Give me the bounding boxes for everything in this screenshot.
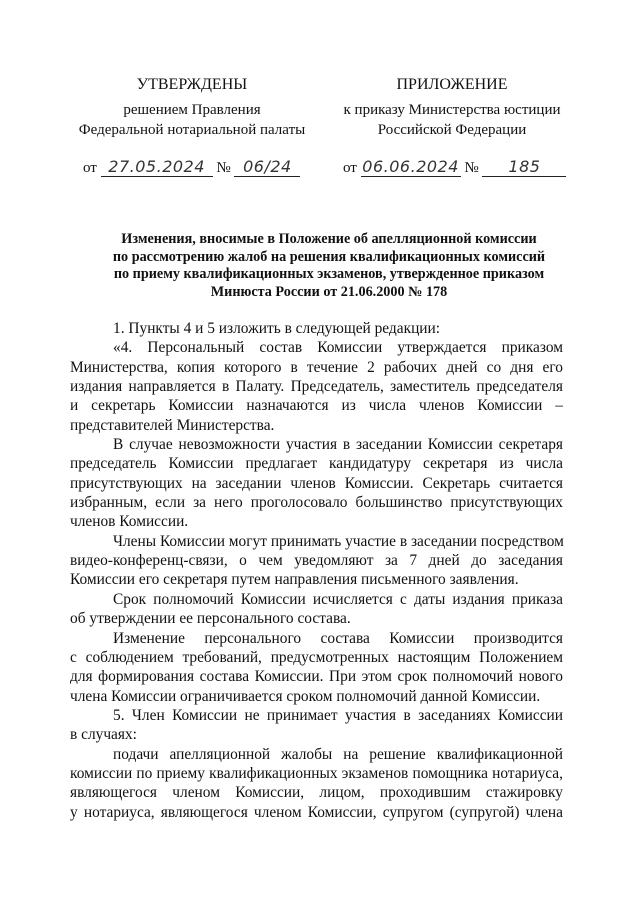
appendix-date-line [343, 158, 566, 177]
text-line: об утверждении ее персонального состава. [70, 610, 351, 628]
text-line: у нотариуса, являющегося членом Комиссии, супругом (супругой) члена [70, 803, 563, 821]
title-line: по приему квалификационных экзаменов, утвержденное приказом [113, 266, 545, 282]
text-line: членов Комиссии. [70, 513, 189, 531]
document-body [70, 319, 563, 822]
appendix-number: 185 [482, 158, 566, 177]
text-line: являющегося членом Комиссии, лицом, проходившим стажировку [70, 784, 563, 802]
text-line: В случае невозможности участия в заседании Комиссии секретаря [113, 436, 563, 454]
approval-title: УТВЕРЖДЕНЫ [136, 76, 248, 93]
text-line: для формирования состава Комиссии. При этом срок полномочий нового [70, 668, 563, 686]
paragraph [70, 706, 563, 745]
approval-number: 06/24 [234, 158, 300, 177]
appendix-title: ПРИЛОЖЕНИЕ [396, 76, 508, 93]
paragraph [70, 435, 563, 532]
text-line: избранным, если за него проголосовало большинство присутствующих [70, 494, 563, 512]
date-prefix: от [343, 160, 357, 176]
text-line: и секретарь Комиссии назначаются из числа членов Комиссии – [70, 397, 563, 415]
paragraph [70, 745, 563, 822]
text-line: Срок полномочий Комиссии исчисляется с даты издания приказа [113, 590, 563, 608]
text-line: подачи апелляционной жалобы на решение квалификационной [113, 745, 563, 763]
paragraph [70, 590, 563, 629]
text-line: представителей Министерства. [70, 416, 275, 434]
text-line: «4. Персональный состав Комиссии утверждается приказом [113, 339, 563, 357]
text-line: Изменение персонального состава Комиссии производится [113, 629, 563, 647]
document-title [70, 231, 588, 301]
text-line: 1. Пункты 4 и 5 изложить в следующей редакции: [113, 320, 441, 337]
date-prefix: от [83, 160, 97, 176]
text-line: Министерства, копия которого в течение 2 рабочих дней со дня его [70, 358, 563, 376]
title-line: Изменения, вносимые в Положение об апелляционной комиссии [121, 231, 537, 247]
text-line: Члены Комиссии могут принимать участие в заседании посредством [113, 532, 564, 550]
text-line: члена Комиссии ограничивается сроком полномочий данной Комиссии. [70, 687, 541, 705]
approval-date-line [83, 158, 300, 177]
approval-line-2: Федеральной нотариальной палаты [78, 122, 306, 138]
paragraph [70, 532, 563, 590]
title-line: по рассмотрению жалоб на решения квалификационных комиссий [112, 248, 546, 265]
number-prefix: № [464, 160, 479, 176]
appendix-line-1: к приказу Министерства юстиции [343, 102, 561, 118]
text-line: присутствующих на заседании членов Комиссии. Секретарь считается [70, 474, 563, 492]
text-line: с соблюдением требований, предусмотренных настоящим Положением [70, 648, 563, 666]
paragraph [70, 319, 563, 338]
text-line: Комиссии его секретаря путем направления письменного заявления. [70, 571, 519, 589]
approval-line-1: решением Правления [123, 102, 261, 118]
number-prefix: № [216, 160, 231, 176]
paragraph [70, 629, 563, 706]
title-line: Минюста России от 21.06.2000 № 178 [210, 283, 448, 300]
text-line: 5. Член Комиссии не принимает участия в заседаниях Комиссии [113, 706, 563, 724]
text-line: видео-конференц-связи, о чем уведомляют за 7 дней до заседания [70, 552, 563, 570]
text-line: председатель Комиссии предлагает кандидатуру секретаря из числа [70, 455, 563, 473]
text-line: издания направляется в Палату. Председатель, заместитель председателя [70, 378, 563, 396]
appendix-line-2: Российской Федерации [377, 122, 527, 138]
appendix-date: 06.06.2024 [362, 157, 459, 176]
paragraph [70, 338, 563, 435]
text-line: комиссии по приему квалификационных экзаменов помощника нотариуса, [70, 764, 563, 782]
text-line: в случаях: [70, 726, 137, 744]
approval-date: 27.05.2024 [101, 158, 213, 177]
